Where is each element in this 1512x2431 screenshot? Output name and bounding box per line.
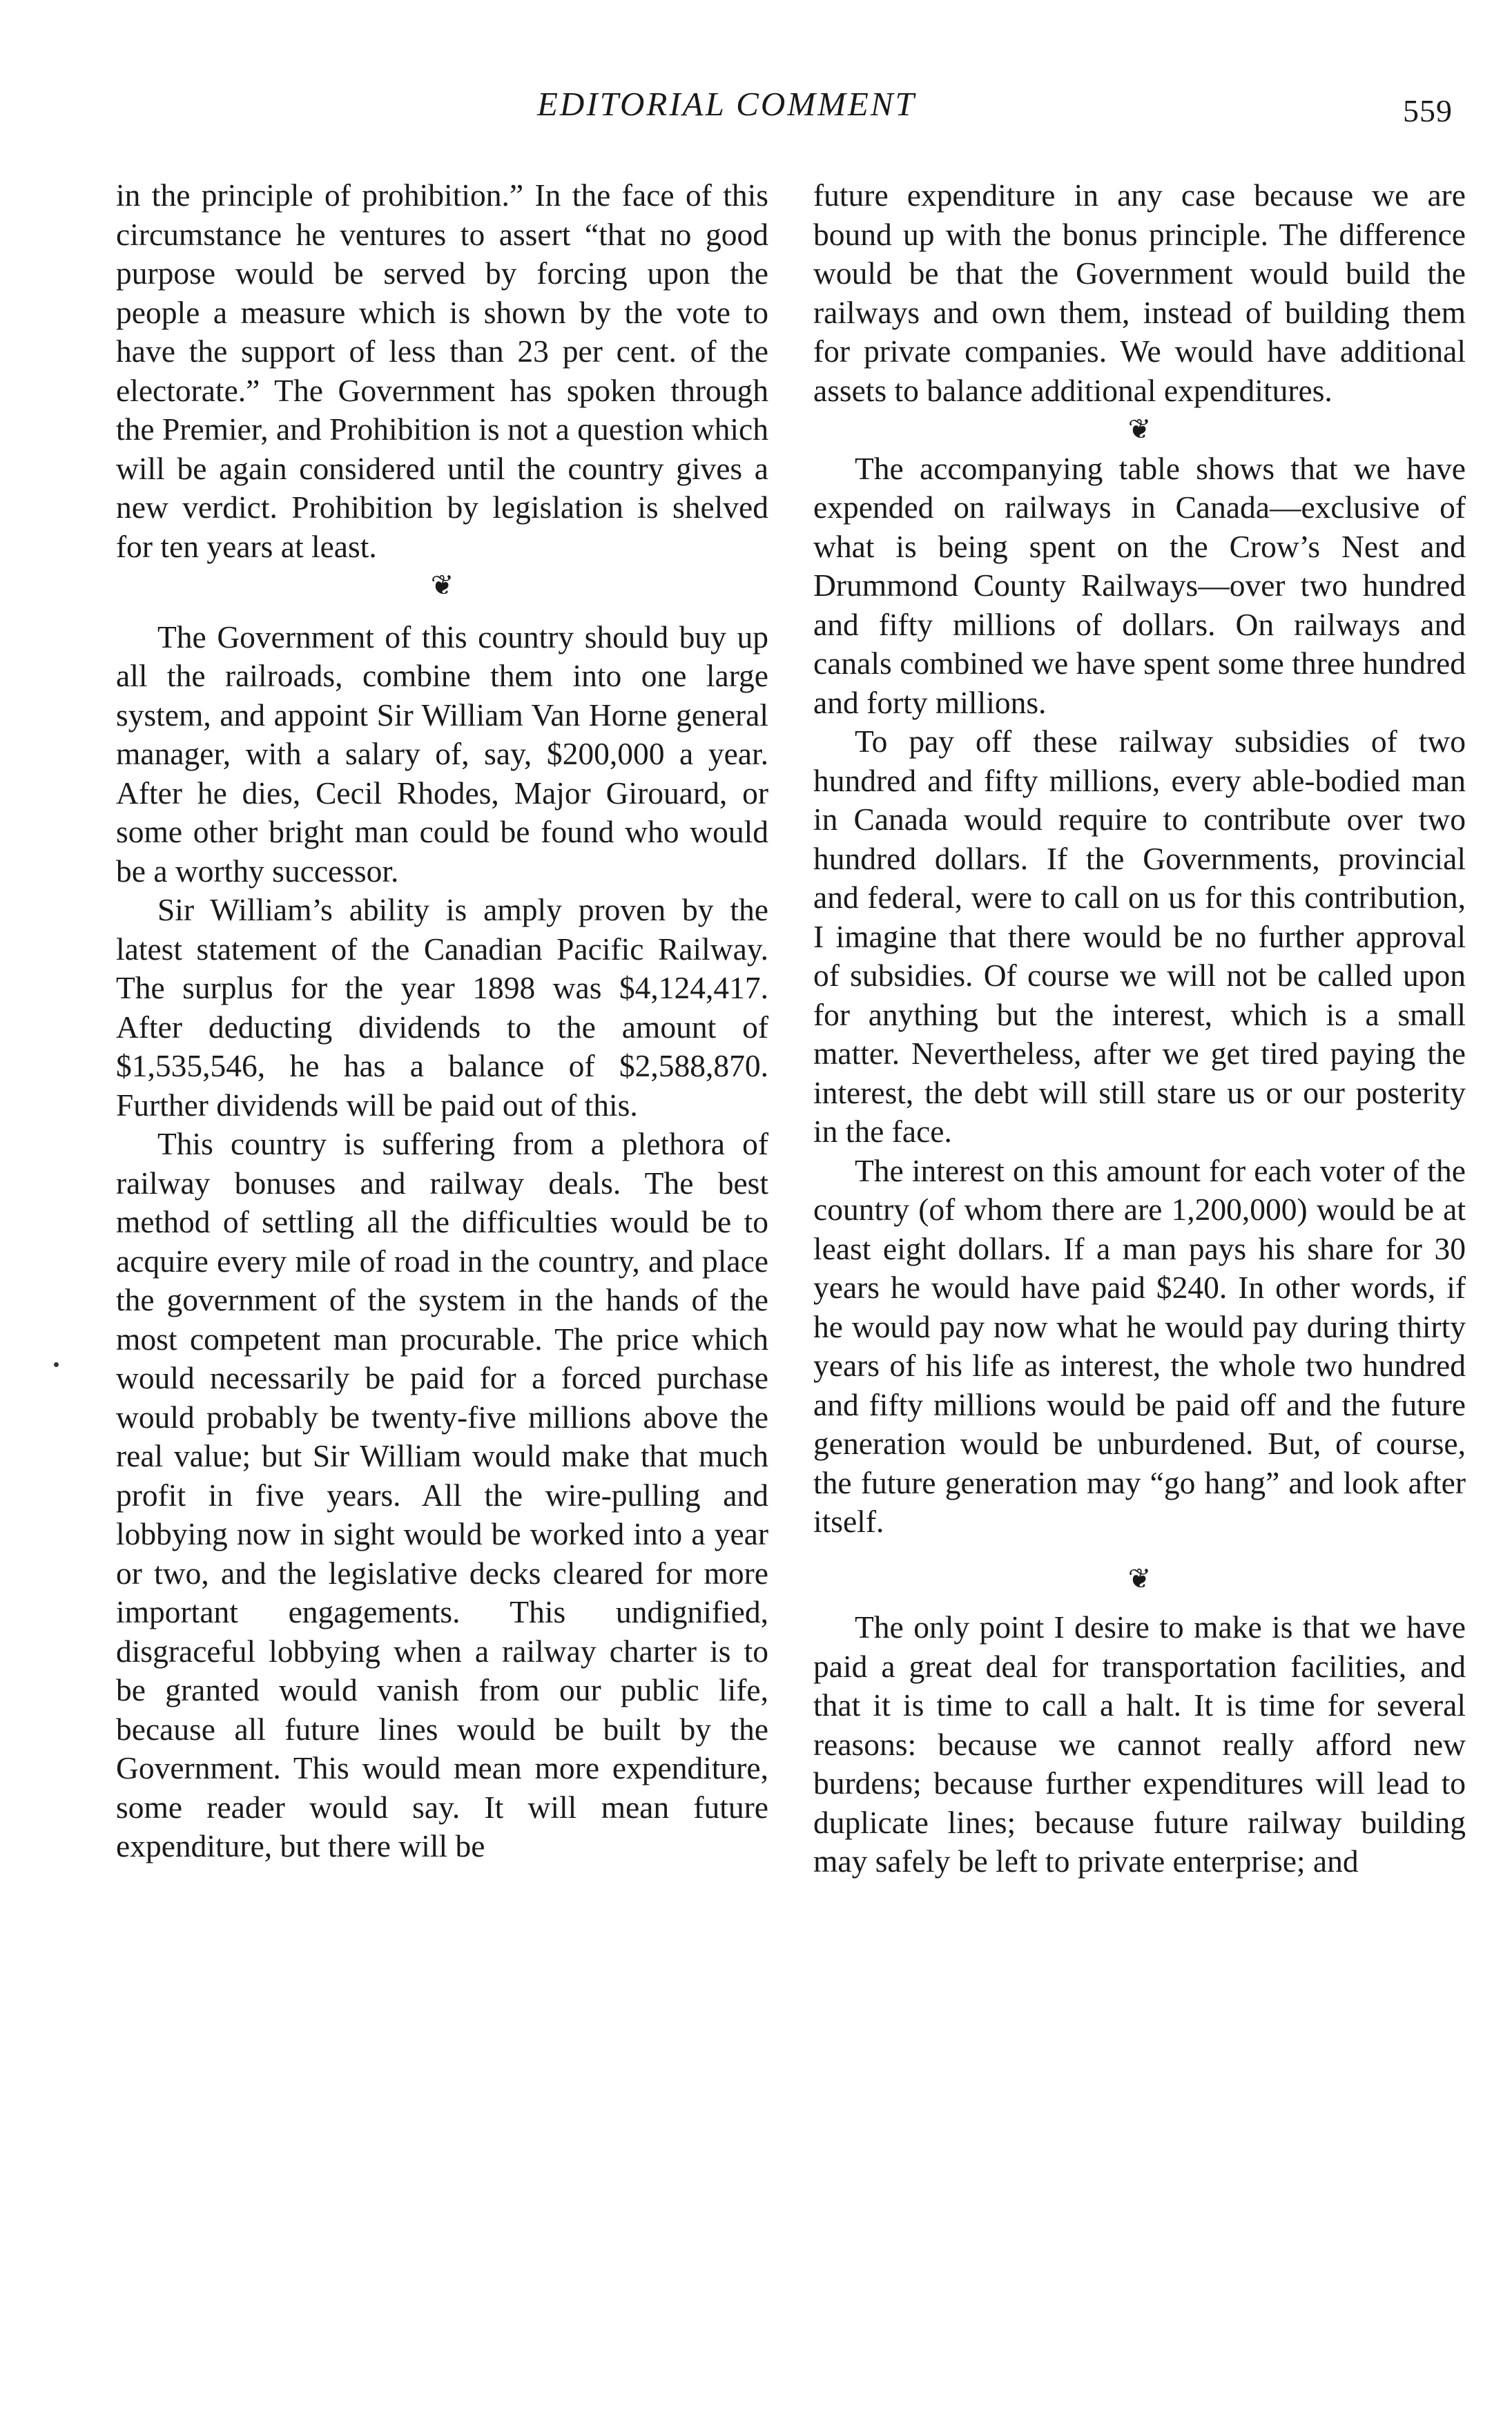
running-head bbox=[0, 84, 1512, 133]
paragraph-van-horne-ability: Sir William’s ability is amply proven by the latest statement of the Canadian Pacific Railway. The surplus for the year 1898 was $4,124,417. After deducting dividends to the amount of $1,535,546, he has a balance of $2,588,870. Further dividends will be paid out of this. bbox=[116, 892, 768, 1123]
paragraph-call-a-halt: The only point I desire to make is that we have paid a great deal for transportation facilities, and that it is time to call a halt. It is time for several reasons: because we cannot really afford new burdens; because further expenditures will lead to duplicate lines; because future railway building may safely be left to private enterprise; and bbox=[813, 1609, 1466, 1879]
margin-mark bbox=[54, 1362, 59, 1367]
paragraph-railway-bonuses: This country is suffering from a plethora of railway bonuses and railway deals. The best method of settling all the difficulties would be to acquire every mile of road in the country, and place the government of the system in the hands of the most competent man procurable. The price which would necessarily be paid for a forced purchase would probably be twenty-five millions above the real value; but Sir William would make that much profit in five years. All the wire-pulling and lobbying now in sight would be worked into a year or two, and the legislative decks cleared for more important engagements. This undignified, disgraceful lobbying when a railway charter is to be granted would vanish from our public life, because all future lines would be built by the Government. This would mean more expenditure, some reader would say. It will mean future expenditure, but there will be bbox=[116, 1126, 768, 1863]
page-number: 559 bbox=[1403, 93, 1453, 128]
paragraph-pay-off-subsidies: To pay off these railway subsidies of two hundred and fifty millions, every able-bodied man in Canada would require to contribute over two hundred dollars. If the Governments, provincial and federal, were to call on us for this contribution, I imagine that there would be no further approval of subsidies. Of course we will not be called upon for anything but the interest, which is a small matter. Nevertheless, after we get tired paying the interest, the debt will still stare us or our posterity in the face. bbox=[813, 724, 1466, 1149]
right-column bbox=[813, 176, 1466, 1881]
left-column bbox=[116, 176, 768, 1866]
fleuron-ornament-icon: ❦ bbox=[1127, 1562, 1152, 1594]
paragraph-government-railroads: The Government of this country should buy up all the railroads, combine them into one large system, and appoint Sir William Van Horne general manager, with a salary of, say, $200,000 a year. After he dies, Cecil Rhodes, Major Girouard, or some other bright man could be found who would be a worthy successor. bbox=[116, 619, 768, 889]
fleuron-ornament-icon: ❦ bbox=[1127, 414, 1152, 445]
paragraph-railway-expenditure-table: The accompanying table shows that we have expended on railways in Canada—exclusive of what is being spent on the Crow’s Nest and Drummond County Railways—over two hundred and fifty millions of dollars. On railways and canals combined we have spent some three hundred and forty millions. bbox=[813, 450, 1466, 720]
paragraph-future-expenditure: future expenditure in any case because we are bound up with the bonus principle. The difference would be that the Government would build the railways and own them, instead of building them for private companies. We would have additional assets to balance additional expenditures. bbox=[813, 177, 1466, 408]
fleuron-ornament-icon: ❦ bbox=[430, 570, 454, 601]
paragraph-prohibition: in the principle of prohibition.” In the face of this circumstance he ventures to assert “that no good purpose would be served by forcing upon the people a measure which is shown by the vote to have the support of less than 23 per cent. of the electorate.” The Government has spoken through the Premier, and Prohibition is not a question which will be again considered until the country gives a new verdict. Prohibition by legislation is shelved for ten years at least. bbox=[116, 177, 768, 564]
running-title: EDITORIAL COMMENT bbox=[537, 85, 916, 123]
paragraph-interest-per-voter: The interest on this amount for each voter of the country (of whom there are 1,200,000) would be at least eight dollars. If a man pays his share for 30 years he would have paid $240. In other words, if he would pay now what he would pay during thirty years of his life as interest, the whole two hundred and fifty millions would be paid off and the future generation would be unburdened. But, of course, the future generation may “go hang” and look after itself. bbox=[813, 1152, 1466, 1539]
